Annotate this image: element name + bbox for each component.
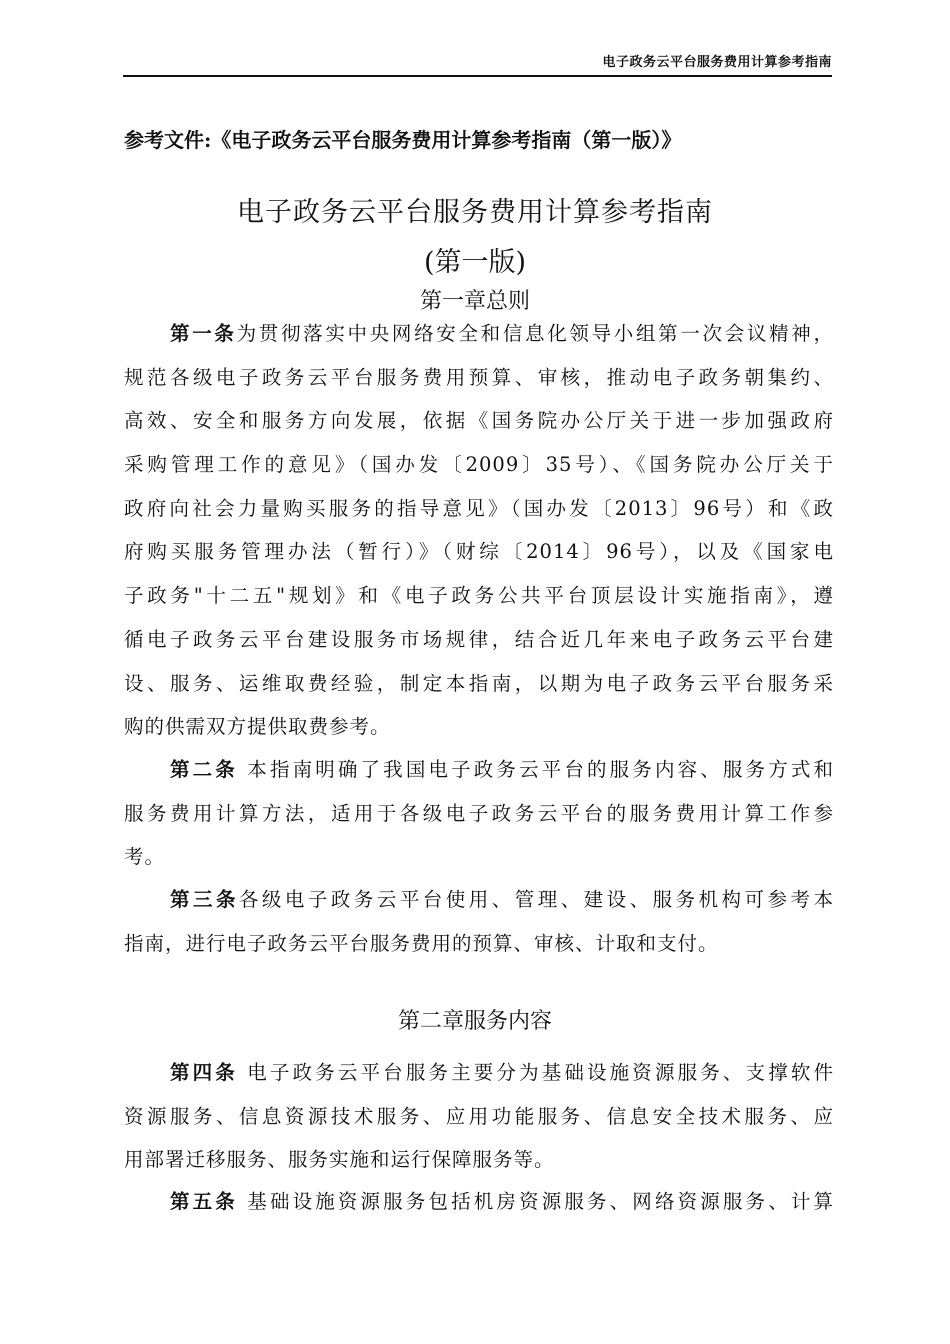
article-line: 设、服务、运维取费经验，制定本指南，以期为电子政务云平台服务采: [124, 671, 834, 695]
article-line: 第四条 电子政务云平台服务主要分为基础设施资源服务、支撑软件: [170, 1061, 834, 1084]
article-line: 高效、安全和服务方向发展，依据《国务院办公厅关于进一步加强政府: [124, 409, 834, 433]
article-line: 府购买服务管理办法（暂行）》（财综〔2014〕96号），以及《国家电: [124, 540, 834, 564]
article-line: 资源服务、信息资源技术服务、应用功能服务、信息安全技术服务、应: [124, 1104, 834, 1128]
article-2: [124, 748, 834, 879]
header-title: 电子政务云平台服务费用计算参考指南: [602, 55, 832, 70]
article-line: 规范各级电子政务云平台服务费用预算、审核，推动电子政务朝集约、: [124, 365, 834, 389]
article-4: [124, 1051, 834, 1182]
article-line: 政府向社会力量购买服务的指导意见》（国办发〔2013〕96号）和《政: [124, 496, 834, 520]
article-line: 指南，进行电子政务云平台服务费用的预算、审核、计取和支付。: [124, 931, 719, 955]
article-3: [124, 878, 834, 965]
article-label: 第一条: [170, 322, 237, 345]
article-1: [124, 312, 834, 749]
document-title: 电子政务云平台服务费用计算参考指南: [237, 197, 713, 228]
article-line: 购的供需双方提供取费参考。: [124, 715, 391, 739]
article-line: 第五条 基础设施资源服务包括机房资源服务、网络资源服务、计算: [170, 1190, 834, 1213]
article-line: 第二条 本指南明确了我国电子政务云平台的服务内容、服务方式和: [170, 758, 834, 781]
article-line: 考。: [124, 845, 166, 869]
page-header: [123, 51, 832, 77]
article-label: 第三条: [170, 888, 239, 911]
article-line: 采购管理工作的意见》（国办发〔2009〕35号）、《国务院办公厅关于: [124, 453, 834, 477]
article-line: 用部署迁移服务、服务实施和运行保障服务等。: [124, 1148, 555, 1172]
article-line: 第三条各级电子政务云平台使用、管理、建设、服务机构可参考本: [170, 888, 834, 911]
article-label: 第四条: [170, 1061, 238, 1084]
document-edition: (第一版): [423, 247, 527, 278]
article-5: [124, 1180, 834, 1224]
article-line: 循电子政务云平台建设服务市场规律，结合近几年来电子政务云平台建: [124, 627, 834, 651]
article-label: 第二条: [170, 758, 238, 781]
reference-line: 参考文件:《电子政务云平台服务费用计算参考指南（第一版）》: [124, 128, 682, 152]
article-line: 子政务"十二五"规划》和《电子政务公共平台顶层设计实施指南》，遵: [124, 584, 834, 608]
article-line: 第一条为贯彻落实中央网络安全和信息化领导小组第一次会议精神，: [170, 322, 834, 345]
chapter-1-title: 第一章总则: [419, 289, 530, 314]
article-line: 服务费用计算方法，适用于各级电子政务云平台的服务费用计算工作参: [124, 801, 834, 825]
article-label: 第五条: [170, 1190, 238, 1213]
chapter-2-title: 第二章服务内容: [397, 1009, 552, 1034]
